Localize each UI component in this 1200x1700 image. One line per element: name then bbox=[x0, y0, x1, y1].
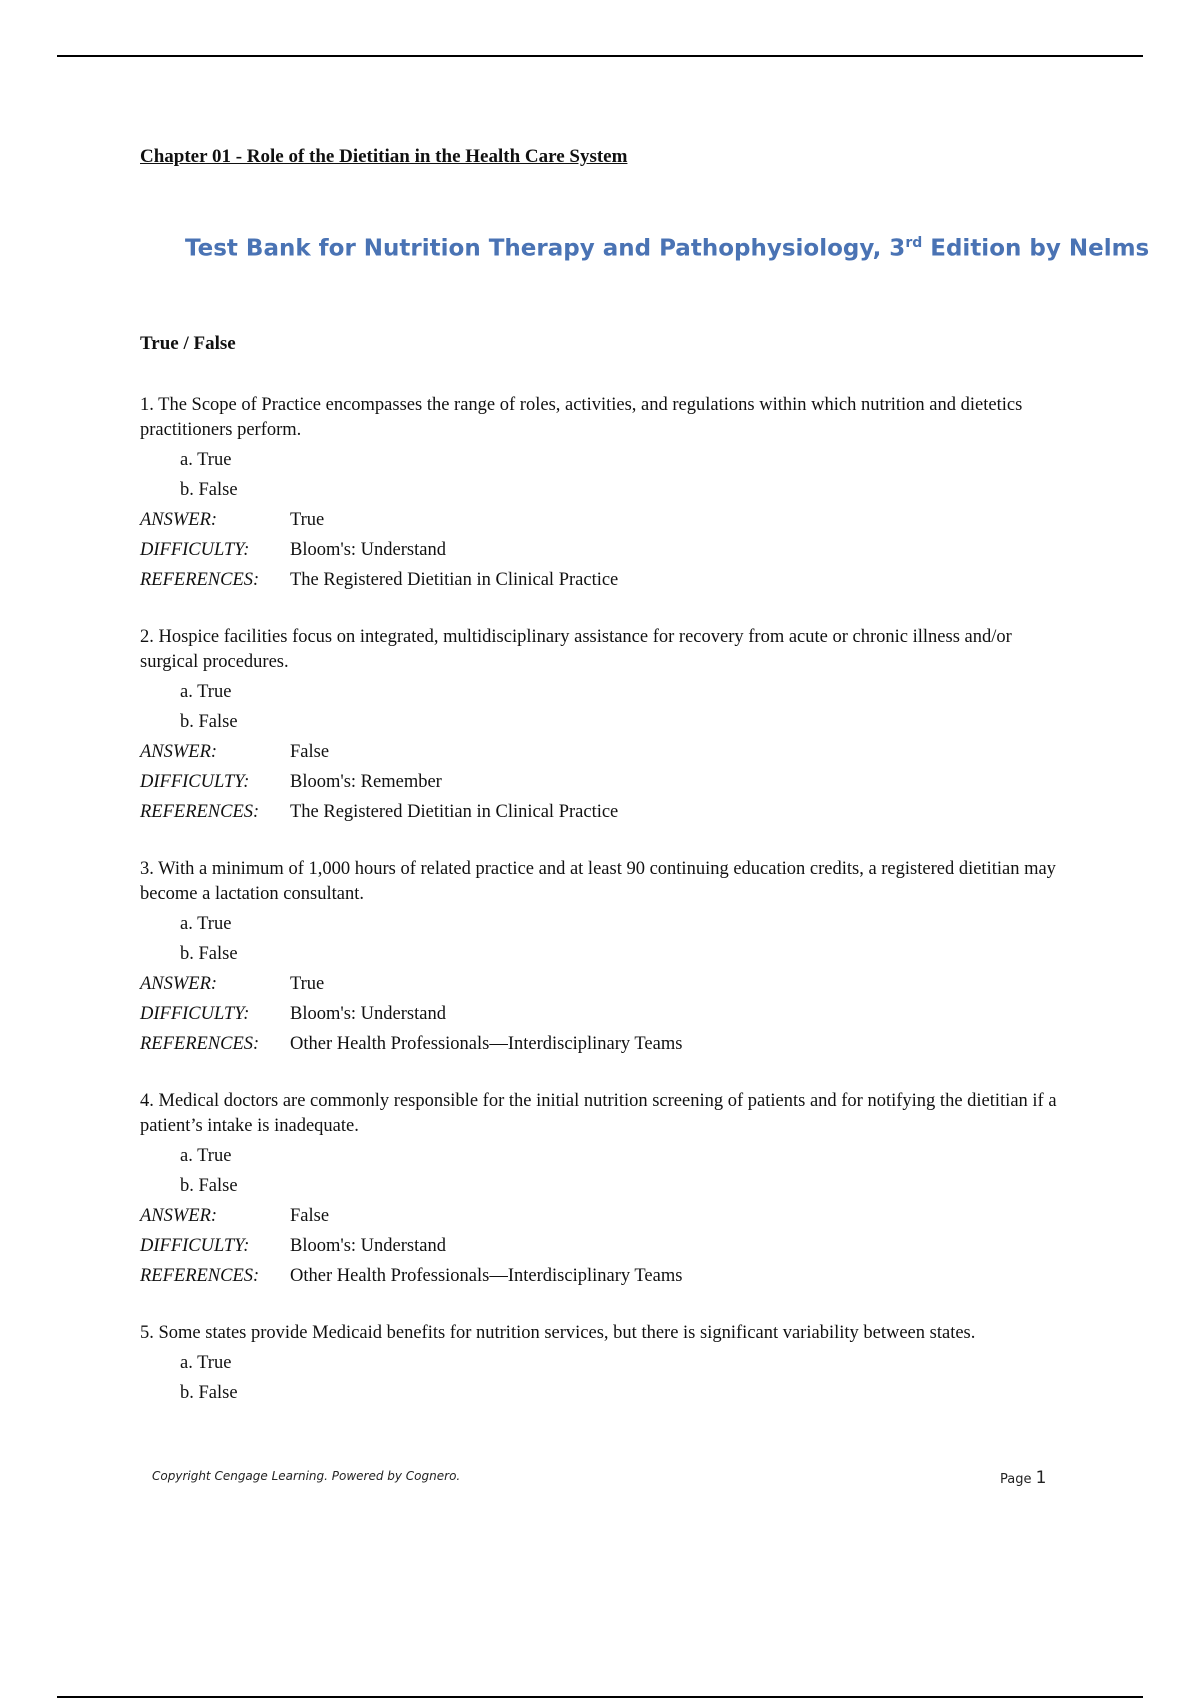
answer-label: ANSWER: bbox=[140, 974, 218, 994]
top-rule bbox=[57, 55, 1143, 57]
answer-row bbox=[140, 969, 1060, 999]
answer-value: True bbox=[290, 974, 325, 994]
difficulty-label: DIFFICULTY: bbox=[140, 1004, 250, 1024]
question-item bbox=[140, 625, 1060, 827]
question-text: 1. The Scope of Practice encompasses the range of roles, activities, and regulations within which nutrition and dietetics practitioners perform. bbox=[140, 395, 1023, 440]
references-label: REFERENCES: bbox=[140, 802, 260, 822]
references-row bbox=[140, 797, 1060, 827]
answer-label: ANSWER: bbox=[140, 510, 218, 530]
chapter-title: Chapter 01 - Role of the Dietitian in the Health Care System bbox=[140, 146, 628, 167]
references-label: REFERENCES: bbox=[140, 1266, 260, 1286]
answer-option: b. False bbox=[180, 1383, 238, 1403]
difficulty-value: Bloom's: Understand bbox=[290, 1236, 446, 1256]
answer-row bbox=[140, 1201, 1060, 1231]
answer-option: a. True bbox=[180, 1353, 232, 1373]
references-value: Other Health Professionals—Interdisciplinary Teams bbox=[290, 1266, 683, 1286]
difficulty-row bbox=[140, 767, 1060, 797]
question-item bbox=[140, 393, 1060, 595]
answer-option: a. True bbox=[180, 1146, 232, 1166]
references-value: The Registered Dietitian in Clinical Practice bbox=[290, 570, 619, 590]
answer-option: a. True bbox=[180, 450, 232, 470]
references-row bbox=[140, 1261, 1060, 1291]
answer-value: False bbox=[290, 1206, 330, 1226]
difficulty-label: DIFFICULTY: bbox=[140, 540, 250, 560]
subtitle-superscript: rd bbox=[905, 235, 923, 251]
answer-label: ANSWER: bbox=[140, 742, 218, 762]
copyright-footer: Copyright Cengage Learning. Powered by Cognero. bbox=[152, 1469, 461, 1483]
answer-option: a. True bbox=[180, 682, 232, 702]
references-label: REFERENCES: bbox=[140, 1034, 260, 1054]
question-text: 4. Medical doctors are commonly responsible for the initial nutrition screening of patients and for notifying the dietitian if a patient’s intake is inadequate. bbox=[140, 1091, 1057, 1136]
answer-option: b. False bbox=[180, 480, 238, 500]
answer-label: ANSWER: bbox=[140, 1206, 218, 1226]
section-title: True / False bbox=[140, 333, 236, 354]
answer-value: False bbox=[290, 742, 330, 762]
bottom-rule bbox=[57, 1696, 1143, 1698]
difficulty-value: Bloom's: Understand bbox=[290, 1004, 446, 1024]
answer-option: a. True bbox=[180, 914, 232, 934]
page-number: 1 bbox=[1035, 1468, 1047, 1488]
difficulty-value: Bloom's: Remember bbox=[290, 772, 442, 792]
answer-row bbox=[140, 505, 1060, 535]
references-value: The Registered Dietitian in Clinical Practice bbox=[290, 802, 619, 822]
question-text: 2. Hospice facilities focus on integrated, multidisciplinary assistance for recovery from acute or chronic illness and/or surgical procedures. bbox=[140, 627, 1012, 672]
question-item bbox=[140, 1089, 1060, 1291]
question-item bbox=[140, 857, 1060, 1059]
difficulty-row bbox=[140, 535, 1060, 565]
answer-option: b. False bbox=[180, 944, 238, 964]
answer-row bbox=[140, 737, 1060, 767]
difficulty-label: DIFFICULTY: bbox=[140, 772, 250, 792]
difficulty-label: DIFFICULTY: bbox=[140, 1236, 250, 1256]
subtitle-tail: Edition by Nelms bbox=[922, 235, 1150, 262]
test-bank-subtitle bbox=[185, 235, 1149, 262]
references-row bbox=[140, 1029, 1060, 1059]
page-label: Page bbox=[1000, 1472, 1032, 1487]
question-list bbox=[140, 393, 1060, 1438]
subtitle-main: Test Bank for Nutrition Therapy and Pathophysiology, 3 bbox=[185, 235, 906, 262]
difficulty-row bbox=[140, 999, 1060, 1029]
answer-option: b. False bbox=[180, 1176, 238, 1196]
answer-option: b. False bbox=[180, 712, 238, 732]
question-text: 3. With a minimum of 1,000 hours of related practice and at least 90 continuing education credits, a registered dietitian may become a lactation consultant. bbox=[140, 859, 1056, 904]
references-row bbox=[140, 565, 1060, 595]
difficulty-value: Bloom's: Understand bbox=[290, 540, 446, 560]
references-value: Other Health Professionals—Interdisciplinary Teams bbox=[290, 1034, 683, 1054]
references-label: REFERENCES: bbox=[140, 570, 260, 590]
page-number-footer bbox=[1000, 1468, 1046, 1488]
question-text: 5. Some states provide Medicaid benefits for nutrition services, but there is significant variability between states. bbox=[140, 1323, 976, 1343]
question-item bbox=[140, 1321, 1060, 1408]
difficulty-row bbox=[140, 1231, 1060, 1261]
answer-value: True bbox=[290, 510, 325, 530]
